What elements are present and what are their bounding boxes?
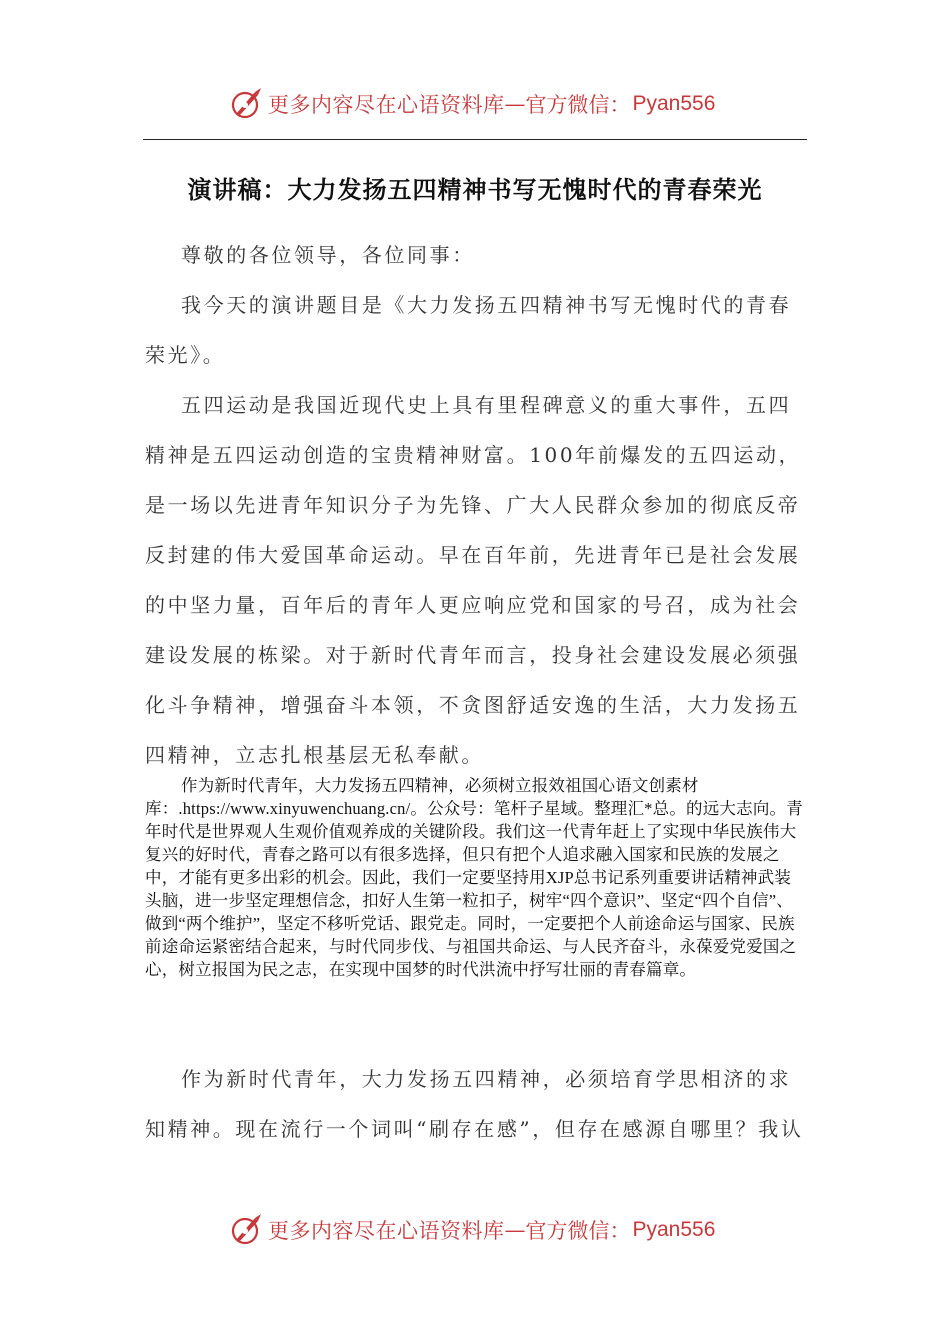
quill-logo-icon xyxy=(228,1212,264,1248)
footer-wechat-id: Pyan556 xyxy=(632,1218,716,1241)
salutation: 尊敬的各位领导，各位同事： xyxy=(181,243,475,267)
paragraph-learning: 作为新时代青年，大力发扬五四精神，必须培育学思相济的求知精神。现在流行一个词叫“刷存在感”，但存在感源自哪里？我认 xyxy=(145,1067,804,1141)
footer-banner xyxy=(228,1210,715,1250)
header-divider xyxy=(143,139,807,140)
header-brand-text: 更多内容尽在心语资料库 xyxy=(268,93,505,117)
document-title: 演讲稿：大力发扬五四精神书写无愧时代的青春荣光 xyxy=(187,175,763,204)
header-wechat-label: 官方微信： xyxy=(525,93,631,117)
quill-logo-icon xyxy=(228,86,264,122)
footer-brand-text: 更多内容尽在心语资料库 xyxy=(268,1219,505,1243)
header-separator: — xyxy=(504,92,526,116)
footer-wechat-label: 官方微信： xyxy=(525,1219,631,1243)
footer-separator: — xyxy=(504,1218,526,1242)
paragraph-aspiration: 作为新时代青年，大力发扬五四精神，必须树立报效祖国心语文创素材库：.https://www.xinyuwenchuang.cn/。公众号：笔杆子星域。整理汇*总。的远大志向。青年时代是世界观人生观价值观养成的关键阶段。我们这一代青年赶上了实现中华民族伟大复兴的好时代，青春之路可以有很多选择，但只有把个人追求融入国家和民族的发展之中，才能有更多出彩的机会。因此，我们一定要坚持用XJP总书记系列重要讲话精神武装头脑，进一步坚定理想信念，扣好人生第一粒扣子，树牢“四个意识”、坚定“四个自信”、做到“两个维护”，坚定不移听党话、跟党走。同时，一定要把个人前途命运与国家、民族前途命运紧密结合起来，与时代同步伐、与祖国共命运、与人民齐奋斗，永葆爱党爱国之心，树立报国为民之志，在实现中国梦的时代洪流中抒写壮丽的青春篇章。 xyxy=(145,776,803,979)
paragraph-may-fourth: 五四运动是我国近现代史上具有里程碑意义的重大事件，五四精神是五四运动创造的宝贵精神财富。100年前爆发的五四运动，是一场以先进青年知识分子为先锋、广大人民群众参加的彻底反帝反封建的伟大爱国革命运动。早在百年前，先进青年已是社会发展的中坚力量，百年后的青年人更应响应党和国家的号召，成为社会建设发展的栋梁。对于新时代青年而言，投身社会建设发展必须强化斗争精神，增强奋斗本领，不贪图舒适安逸的生活，大力发扬五四精神，立志扎根基层无私奉献。 xyxy=(145,393,802,767)
header-banner xyxy=(228,84,715,124)
paragraph-topic: 我今天的演讲题目是《大力发扬五四精神书写无愧时代的青春荣光》。 xyxy=(145,293,792,367)
header-wechat-id: Pyan556 xyxy=(632,92,716,115)
